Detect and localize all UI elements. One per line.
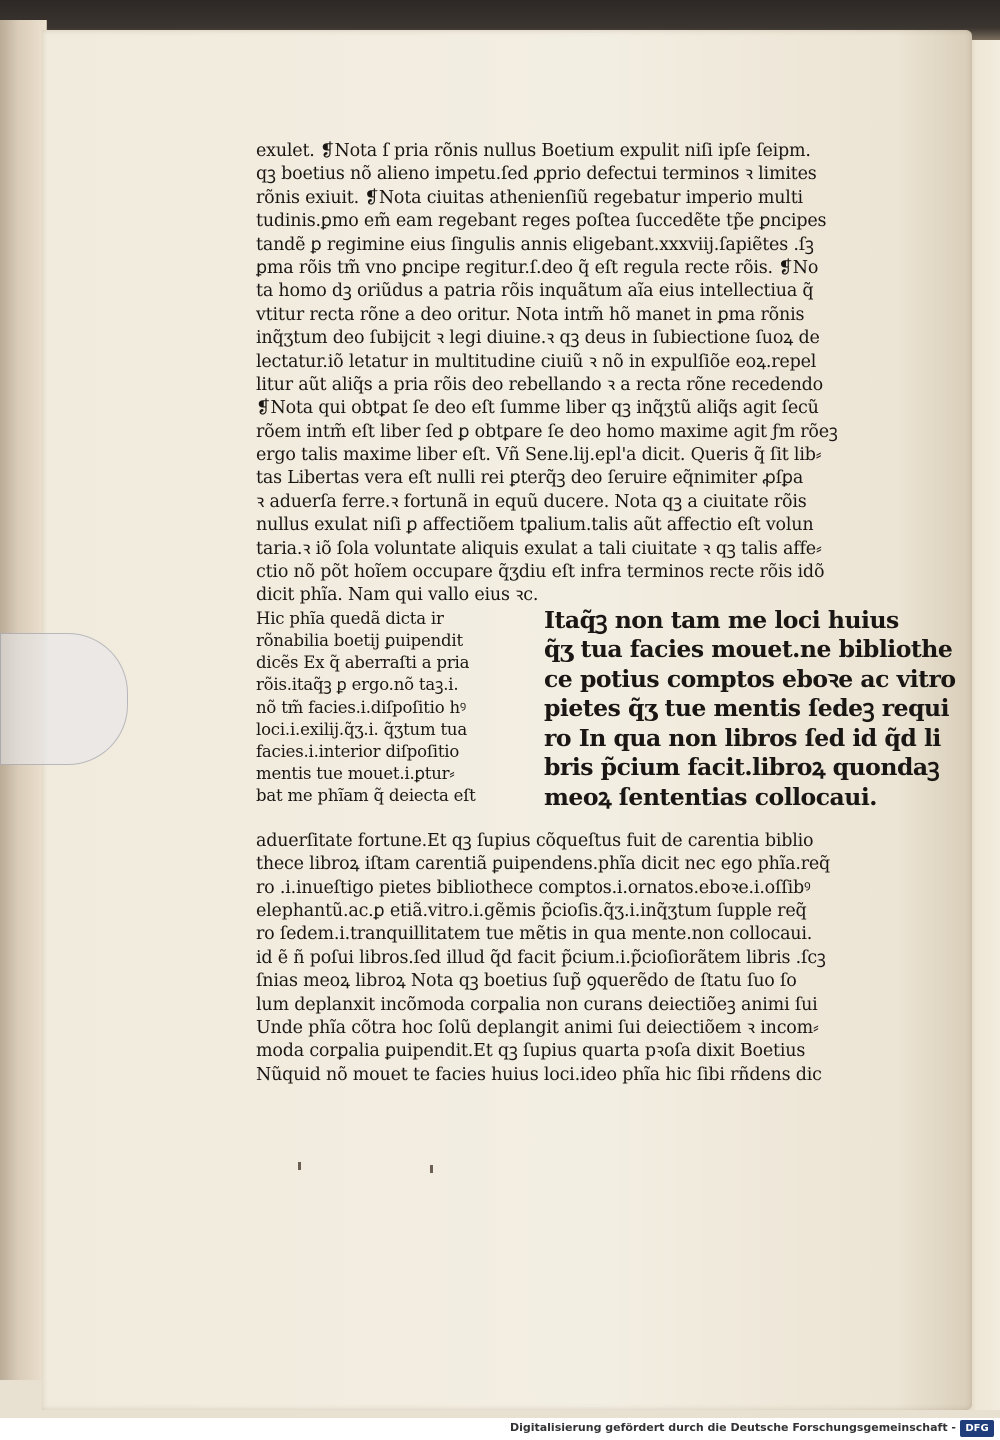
- text-line: exulet. ❡Nota ſ pria rõnis nullus Boetium expulit niſi ipſe ſeipm.: [256, 141, 811, 161]
- main-text-column: [544, 605, 956, 813]
- text-line: ta homo dꝫ oriũdus a patria rõis inquãtum aĩa eius intellectiua q̃: [256, 281, 814, 302]
- text-line: pietes q̃ʒ tue mentis ſedeꝫ requi: [544, 694, 950, 723]
- text-line: inq̃ʒtum deo ſubijcit ꝛ legi diuine.ꝛ qꝫ deus in ſubiectione ſuoꝝ de: [256, 328, 820, 349]
- text-line: mentis tue mouet.i.ꝑtur⸗: [256, 764, 455, 784]
- text-line: ro .i.inueſtigo pietes bibliothece comptos.i.ornatos.eboꝛe.i.oſſibꝰ: [256, 877, 811, 898]
- ink-mark: [298, 1162, 301, 1170]
- text-line: id ẽ ñ poſui libros.ſed illud q̃d facit p̃cium.i.p̃cioſiorãtem libris .ſcꝫ: [256, 947, 826, 968]
- text-line: ro In qua non libros ſed id q̃d li: [544, 723, 941, 752]
- footer-bar: [0, 1418, 1000, 1440]
- text-line: Hic phĩa quedã dicta ir: [256, 608, 444, 628]
- text-line: Unde phĩa cõtra hoc ſolũ deplangit animi ſui deiectiõem ꝛ incom⸗: [256, 1017, 819, 1038]
- text-line: ꝛ aduerſa ferre.ꝛ fortunã in equũ ducere. Nota qꝫ a ciuitate rõis: [256, 491, 807, 512]
- text-line: ctio nõ põt hoĩem occupare q̃ʒdiu eſt infra terminos recte rõis idõ: [256, 562, 825, 583]
- text-line: taria.ꝛ iõ ſola voluntate aliquis exulat a tali ciuitate ꝛ qꝫ talis affe⸗: [256, 538, 822, 559]
- text-line: dicẽs Ex q̃ aberraſti a pria: [256, 653, 470, 673]
- text-line: ❡Nota qui obtꝑat ſe deo eſt ſumme liber qꝫ inq̃ʒtũ aliq̃s agit ſecũ: [256, 398, 819, 419]
- commentary-block-top: [256, 140, 906, 608]
- commentary-column: [256, 608, 521, 808]
- text-line: loci.i.exilij.q̃ʒ.i. q̃ʒtum tua: [256, 719, 467, 739]
- text-line: vtitur recta rõne a deo oritur. Nota intm̃ hõ manet in ꝑma rõnis: [256, 304, 805, 325]
- text-line: nõ tm̃ facies.i.diſpoſitio hꝰ: [256, 697, 467, 717]
- text-line: bat me phĩam q̃ deiecta eſt: [256, 786, 476, 806]
- text-line: ergo talis maxime liber eſt. Vñ Sene.lij.epl'a dicit. Queris q̃ ſit lib⸗: [256, 445, 822, 466]
- text-line: elephantũ.ac.ꝑ etiã.vitro.i.gẽmis p̃cioſis.q̃ʒ.i.inq̃ʒtum ſupple req̃: [256, 900, 807, 921]
- text-line: Itaq̃ꝫ non tam me loci huius: [544, 605, 899, 634]
- text-line: ro ſedem.i.tranquillitatem tue mẽtis in qua mente.non collocaui.: [256, 924, 813, 945]
- dfg-logo: DFG: [960, 1420, 994, 1437]
- commentary-block-bottom: [256, 830, 906, 1087]
- text-line: bris p̃cium facit.libroꝝ quondaꝫ: [544, 753, 940, 782]
- text-line: tas Libertas vera eſt nulli rei ꝑterq̃ꝫ deo ſeruire eq̃nimiter ꝓſꝑa: [256, 468, 804, 489]
- text-line: tandẽ ꝑ regimine eius ſingulis annis eligebant.xxxviij.ſapiẽtes .ſꝫ: [256, 234, 814, 255]
- text-line: nullus exulat niſi ꝑ affectiõem tꝑalium.talis aũt affectio eſt volun: [256, 515, 814, 536]
- text-line: rõnabilia boetij ꝑuipendit: [256, 631, 463, 650]
- text-line: ce potius comptos eboꝛe ac vitro: [544, 664, 956, 693]
- ink-mark: [430, 1165, 433, 1173]
- text-line: litur aũt aliq̃s a pria rõis deo rebellando ꝛ a recta rõne recedendo: [256, 374, 823, 395]
- two-column-section: [256, 605, 956, 830]
- text-line: rõem intm̃ eſt liber ſed ꝑ obtꝑare ſe deo homo maxime agit ƒm rõeꝫ: [256, 421, 838, 442]
- text-line: lectatur.iõ letatur in multitudine ciuiũ ꝛ nõ in expulſiõe eoꝝ.repel: [256, 351, 817, 372]
- footer-credit: Digitalisierung gefördert durch die Deutsche Forschungsgemeinschaft -: [509, 1421, 956, 1434]
- text-line: meoꝝ ſententias collocaui.: [544, 782, 877, 811]
- text-line: ſnias meoꝝ libroꝝ Nota qꝫ boetius ſup̃ ꝯquerẽdo de ſtatu ſuo ſo: [256, 971, 797, 992]
- page-holder-strip: [0, 633, 128, 765]
- text-line: moda corꝑalia ꝑuipendit.Et qꝫ ſupius quarta pꝛoſa dixit Boetius: [256, 1041, 806, 1062]
- text-line: rõis.itaq̃ꝫ ꝑ ergo.nõ taꝫ.i.: [256, 675, 459, 695]
- text-line: rõnis exiuit. ❡Nota ciuitas athenienſiũ regebatur imperio multi: [256, 187, 803, 208]
- page-text: [256, 140, 956, 1087]
- text-line: ꝑma rõis tm̃ vno ꝑncipe regitur.ſ.deo q̃ eſt regula recte rõis. ❡No: [256, 257, 819, 278]
- text-line: facies.i.interior diſpoſitio: [256, 741, 460, 761]
- text-line: aduerſitate fortune.Et qꝫ ſupius cõqueſtus fuit de carentia biblio: [256, 830, 814, 851]
- text-line: tudinis.ꝑmo em̃ eam regebant reges poſtea ſuccedẽte tp̃e ꝑncipes: [256, 211, 827, 232]
- text-line: qꝫ boetius nõ alieno impetu.ſed ꝓprio defectui terminos ꝛ limites: [256, 164, 817, 185]
- text-line: q̃ʒ tua facies mouet.ne bibliothe: [544, 635, 953, 664]
- text-line: dicit phĩa. Nam qui vallo eius ꝛc.: [256, 585, 539, 606]
- text-line: Nũquid nõ mouet te facies huius loci.ideo phĩa hic ſibi rñdens dic: [256, 1064, 822, 1085]
- text-line: lum deplanxit incõmoda corꝑalia non curans deiectiõeꝫ animi ſui: [256, 994, 818, 1015]
- text-line: thece libroꝝ iſtam carentiã ꝑuipendens.phĩa dicit nec ego phĩa.req̃: [256, 854, 831, 875]
